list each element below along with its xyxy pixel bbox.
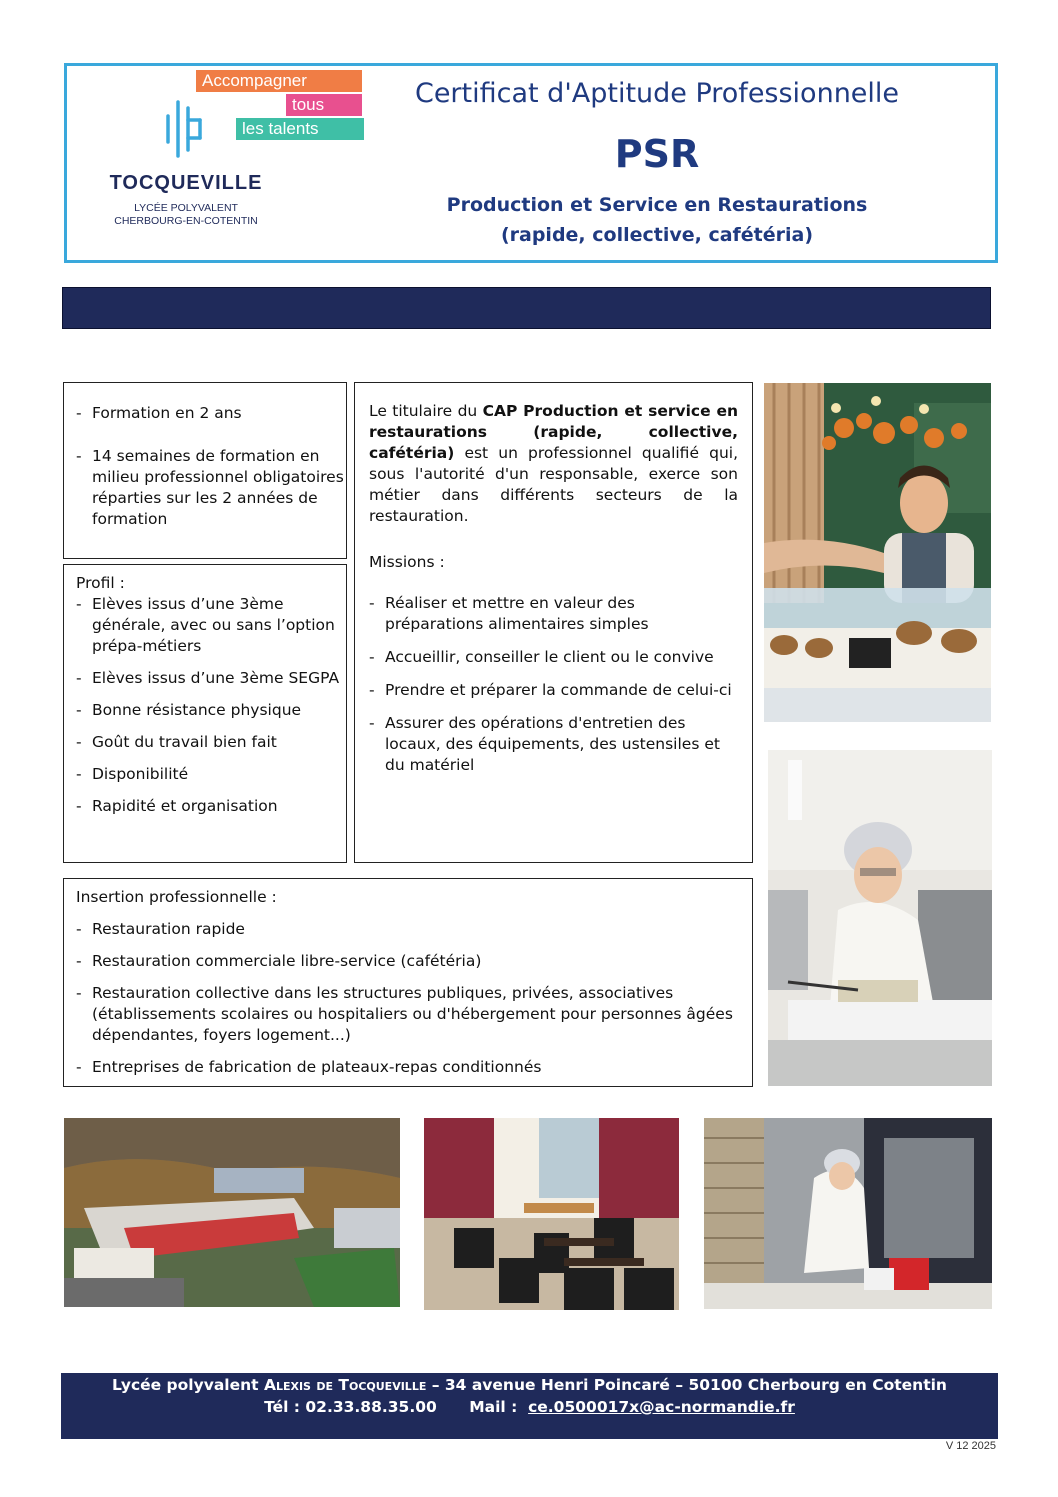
insertion-box [63,878,753,1087]
diploma-subtitle [372,190,942,250]
footer-school-name: Alexis de Tocqueville [263,1376,427,1394]
footer-phone: Tél : 02.33.88.35.00 [264,1398,437,1416]
profil-item: - Bonne résistance physique [64,700,346,721]
logo-school-name: TOCQUEVILLE [109,172,263,194]
footer-school-type: Lycée polyvalent [112,1376,264,1394]
tocqueville-logo-icon [164,98,204,160]
mission-item: - Assurer des opérations d'entretien des locaux, des équipements, des ustensiles et du matériel [369,713,738,776]
photo-dining-room [424,1118,679,1310]
diploma-acronym: PSR [614,132,700,176]
section-divider-bar [62,287,991,329]
school-logo [100,68,365,238]
logo-tag-talents: les talents [236,118,364,140]
photo-counter-service [764,383,991,722]
photo-cleaning-equipment [704,1118,992,1309]
footer-email-link[interactable]: ce.0500017x@ac-normandie.fr [528,1398,795,1416]
logo-sub-line-2: CHERBOURG-EN-COTENTIN [114,215,258,227]
profil-box [63,564,347,863]
intro-diploma-name: CAP Production et service en restaurations (rapide, collective, cafétéria) [369,402,738,462]
formation-box [63,382,347,559]
footer-mail-label: Mail : [469,1398,518,1416]
diploma-subtitle-line-1: Production et Service en Restaurations [446,194,868,216]
profil-heading: Profil : [76,574,125,592]
page-title: Certificat d'Aptitude Professionnelle [414,78,900,109]
mission-item: - Prendre et préparer la commande de celui-ci [369,680,738,701]
insertion-heading: Insertion professionnelle : [76,888,277,906]
footer-address [61,1376,998,1394]
photo-school-aerial [64,1118,400,1307]
insertion-item: - Restauration commerciale libre-service (cafétéria) [64,951,752,972]
profil-item: - Disponibilité [64,764,346,785]
insertion-item: - Restauration collective dans les structures publiques, privées, associatives (établissements scolaires ou hospitaliers ou d'hébergement pour personnes âgées dépendantes, foyers logement...) [64,983,752,1046]
footer-street-address: – 34 avenue Henri Poincaré – 50100 Cherbourg en Cotentin [426,1376,947,1394]
footer-contacts [61,1398,998,1416]
intro-prefix: Le titulaire du [369,402,483,420]
version-label: V 12 2025 [945,1440,996,1452]
profil-item: - Elèves issus d’une 3ème SEGPA [64,668,346,689]
profil-item: - Rapidité et organisation [64,796,346,817]
logo-sub-line-1: LYCÉE POLYVALENT [134,202,238,214]
footer-contact-bar [61,1373,998,1439]
formation-item: - 14 semaines de formation en milieu professionnel obligatoires réparties sur les 2 années de formation [64,446,346,530]
logo-tag-accompagner: Accompagner [196,70,362,92]
photo-food-preparation [768,750,992,1086]
titulaire-box [354,382,753,863]
mission-item: - Accueillir, conseiller le client ou le convive [369,647,738,668]
profil-item: - Goût du travail bien fait [64,732,346,753]
formation-item: - Formation en 2 ans [64,403,346,424]
mission-item: - Réaliser et mettre en valeur des préparations alimentaires simples [369,593,738,635]
titulaire-intro [369,401,738,527]
insertion-item: - Entreprises de fabrication de plateaux-repas conditionnés [64,1057,752,1078]
logo-school-subtitle [106,202,266,228]
diploma-subtitle-line-2: (rapide, collective, cafétéria) [500,224,814,246]
intro-suffix: est un professionnel qualifié qui, sous l'autorité d'un responsable, exerce son métier dans différents secteurs de la restauration. [369,444,738,525]
insertion-item: - Restauration rapide [64,919,752,940]
profil-item: - Elèves issus d’une 3ème générale, avec ou sans l’option prépa-métiers [64,594,346,657]
missions-heading: Missions : [369,553,445,571]
logo-tag-tous: tous [286,94,362,116]
